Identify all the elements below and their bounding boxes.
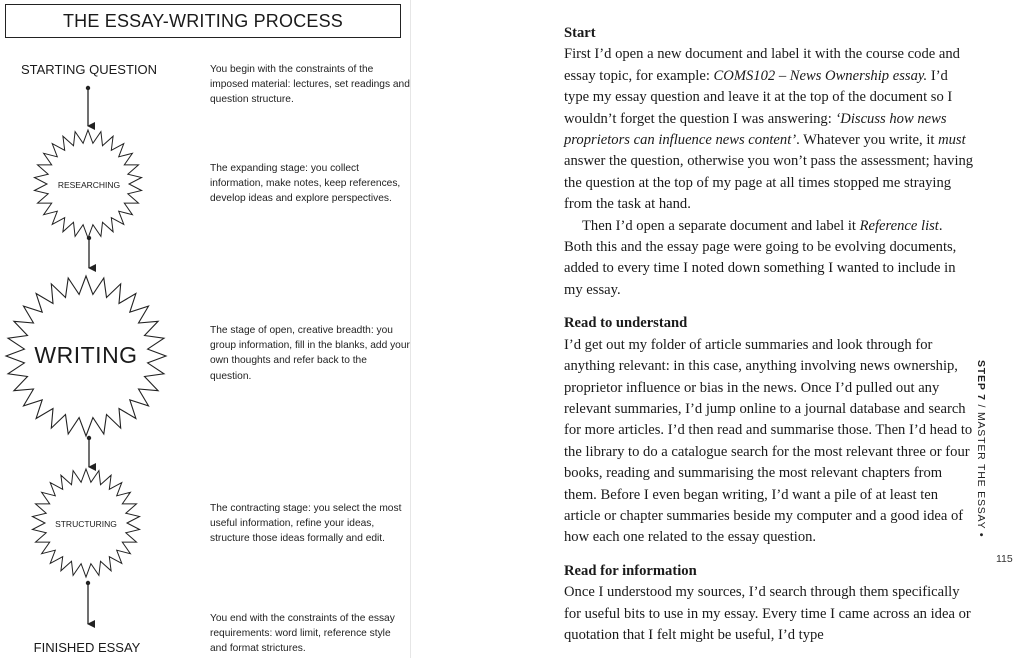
process-flow-diagram [0, 0, 200, 658]
paragraph-start-2: Then I’d open a separate document and label it Reference list. Both this and the essay page were going to be evolving documents, added to every time I noted down something I wanted to include in my essay. [564, 217, 957, 298]
diagram-title-text: THE ESSAY-WRITING PROCESS [62, 10, 344, 31]
stage-label-writing: WRITING [34, 342, 138, 368]
running-head-slash: / [975, 404, 987, 409]
stage-label-starting-question: STARTING QUESTION [20, 62, 158, 77]
running-head-step: STEP 7 [975, 360, 987, 401]
stage-label-structuring: STRUCTURING [55, 519, 117, 529]
page-number: 115 [996, 553, 1013, 565]
stage-description-researching: The expanding stage: you collect information, make notes, keep references, develop ideas and explore perspectives. [210, 163, 401, 205]
running-head-bullet: • [975, 532, 987, 538]
section-heading-read-for-information: Read for information [564, 562, 697, 579]
page-gutter [410, 0, 411, 658]
section-heading-read-to-understand: Read to understand [564, 315, 688, 332]
running-head [975, 360, 987, 537]
flow-arrow-3 [87, 436, 91, 467]
body-text-column [564, 23, 974, 646]
stage-label-researching: RESEARCHING [57, 180, 121, 190]
paragraph-read-to-understand: I’d get out my folder of article summaries and look through for anything relevant: in this case, anything involving news ownership, proprietor influence or bias in the news. Once I’d pulled out any relevant summaries, I’d jump online to a journal database and search for more articles. I’d then read and summarise those. Then I’d head to the library to do a catalogue search for the most relevant three or four books, reading and summarising the most relevant chapters from them. Before I even began writing, I’d want a pile of at least ten article or chapter summaries beside my computer and a good idea of how each one related to the essay question. [564, 336, 973, 546]
paragraph-read-for-information: Once I understood my sources, I’d search through them specifically for useful bits to use in my essay. Every time I came across an idea or quotation that I felt might be useful, I’d type [564, 584, 971, 643]
flow-arrow-1 [86, 86, 90, 126]
stage-label-finished-essay: FINISHED ESSAY [33, 640, 141, 655]
stage-description-finished-essay: You end with the constraints of the essay requirements: word limit, reference style and format strictures. [210, 613, 395, 655]
stage-description-starting-question: You begin with the constraints of the imposed material: lectures, set readings and question structure. [210, 64, 410, 106]
stage-description-structuring: The contracting stage: you select the most useful information, refine your ideas, structure those ideas formally and edit. [210, 503, 402, 545]
paragraph-start-1: First I’d open a new document and label it with the course code and essay topic, for example: COMS102 – News Ownership essay. I’d type my essay question and leave it at the top of the document so I wouldn’t forget the question I was answering: ‘Discuss how news proprietors can influence news content’. Whatever you write, it must answer the question, otherwise you won’t pass the assessment; having the question at the top of my page at all times stopped me straying from the task at hand. [564, 46, 974, 213]
section-heading-start: Start [564, 25, 596, 41]
flow-arrow-2 [87, 236, 91, 268]
running-head-chapter: MASTER THE ESSAY [975, 411, 987, 530]
flow-arrow-4 [86, 581, 90, 624]
stage-description-writing: The stage of open, creative breadth: you group information, fill in the blanks, add your own thoughts and refer back to the question. [210, 325, 410, 382]
